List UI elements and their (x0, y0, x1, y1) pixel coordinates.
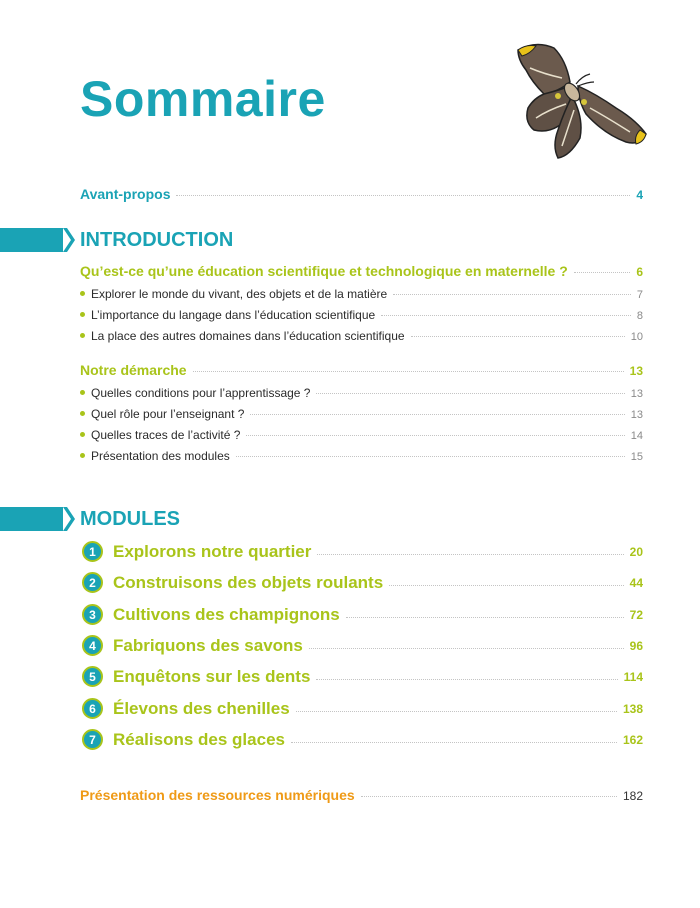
module-number-badge: 1 (82, 541, 103, 562)
module-number-badge: 6 (82, 698, 103, 719)
dot-leader (381, 315, 631, 316)
chevron-right-icon (63, 228, 75, 252)
module-entry[interactable] (82, 572, 643, 593)
toc-entry-label: Avant-propos (80, 186, 171, 202)
toc-entry-label: Quelles conditions pour l’apprentissage ? (91, 386, 311, 400)
dot-leader (250, 414, 624, 415)
toc-subentry[interactable] (80, 308, 643, 322)
module-title: Explorons notre quartier (113, 541, 312, 561)
module-entry[interactable] (82, 729, 643, 750)
page-number: 20 (629, 544, 643, 559)
page-number: 8 (636, 310, 643, 322)
page-number: 44 (629, 575, 643, 590)
toc-subentry[interactable] (80, 407, 643, 421)
module-title: Cultivons des champignons (113, 604, 340, 624)
toc-subentry[interactable] (80, 428, 643, 442)
module-number-badge: 2 (82, 572, 103, 593)
toc-entry-label: Qu’est-ce qu’une éducation scientifique et technologique en maternelle ? (80, 263, 568, 279)
module-title: Enquêtons sur les dents (113, 666, 311, 686)
section-title-modules: MODULES (80, 508, 180, 530)
toc-entry-label: Présentation des ressources numériques (80, 787, 355, 803)
page-number: 7 (636, 289, 643, 301)
page-number: 114 (623, 669, 643, 684)
bullet-icon (80, 333, 85, 338)
toc-entry-avant-propos[interactable] (80, 186, 643, 202)
module-entry[interactable] (82, 541, 643, 562)
section-marker-bar (0, 507, 63, 531)
bullet-icon (80, 432, 85, 437)
bullet-icon (80, 291, 85, 296)
toc-entry-resources[interactable] (80, 787, 643, 803)
toc-group-title[interactable] (80, 263, 643, 279)
dot-leader (193, 371, 624, 372)
toc-subentry[interactable] (80, 287, 643, 301)
dot-leader (176, 195, 630, 196)
moth-illustration (508, 38, 650, 162)
bullet-icon (80, 453, 85, 458)
module-entry[interactable] (82, 698, 643, 719)
toc-entry-label: Présentation des modules (91, 449, 230, 463)
bullet-icon (80, 390, 85, 395)
toc-subentry[interactable] (80, 449, 643, 463)
dot-leader (411, 336, 625, 337)
module-number-badge: 4 (82, 635, 103, 656)
dot-leader (346, 617, 624, 618)
dot-leader (316, 393, 624, 394)
dot-leader (236, 456, 625, 457)
bullet-icon (80, 312, 85, 317)
page-number: 13 (630, 388, 643, 400)
toc-entry-label: Notre démarche (80, 362, 187, 378)
dot-leader (361, 796, 617, 797)
module-number-badge: 7 (82, 729, 103, 750)
section-marker-bar (0, 228, 63, 252)
page-number: 138 (622, 701, 643, 716)
page-number: 96 (629, 638, 643, 653)
section-title-introduction: INTRODUCTION (80, 229, 234, 251)
module-entry[interactable] (82, 666, 643, 687)
dot-leader (574, 272, 631, 273)
toc-subentry[interactable] (80, 329, 643, 343)
dot-leader (389, 585, 623, 586)
dot-leader (296, 711, 617, 712)
toc-entry-label: La place des autres domaines dans l’éducation scientifique (91, 329, 405, 343)
toc-entry-label: Quel rôle pour l’enseignant ? (91, 407, 245, 421)
page-number: 6 (636, 265, 643, 279)
dot-leader (316, 679, 617, 680)
page-number: 10 (630, 331, 643, 343)
module-title: Construisons des objets roulants (113, 572, 384, 592)
module-number-badge: 5 (82, 666, 103, 687)
page-number: 182 (622, 789, 643, 803)
dot-leader (291, 742, 617, 743)
module-entry[interactable] (82, 604, 643, 625)
toc-entry-label: Quelles traces de l’activité ? (91, 428, 241, 442)
toc-group-title[interactable] (80, 362, 643, 378)
module-title: Réalisons des glaces (113, 729, 285, 749)
module-title: Fabriquons des savons (113, 635, 303, 655)
page-number: 15 (630, 451, 643, 463)
dot-leader (246, 435, 624, 436)
toc-subentry[interactable] (80, 386, 643, 400)
bullet-icon (80, 411, 85, 416)
page-number: 162 (622, 732, 643, 747)
module-entry[interactable] (82, 635, 643, 656)
chevron-right-icon (63, 507, 75, 531)
dot-leader (317, 554, 623, 555)
toc-entry-label: L’importance du langage dans l’éducation scientifique (91, 308, 376, 322)
page-number: 13 (629, 364, 643, 378)
toc-entry-label: Explorer le monde du vivant, des objets et de la matière (91, 287, 388, 301)
page-title: Sommaire (80, 71, 326, 127)
page-number: 4 (636, 188, 643, 202)
page-number: 13 (630, 409, 643, 421)
module-title: Élevons des chenilles (113, 698, 290, 718)
dot-leader (309, 648, 624, 649)
dot-leader (393, 294, 631, 295)
module-number-badge: 3 (82, 604, 103, 625)
page-number: 14 (630, 430, 643, 442)
page-number: 72 (629, 607, 643, 622)
